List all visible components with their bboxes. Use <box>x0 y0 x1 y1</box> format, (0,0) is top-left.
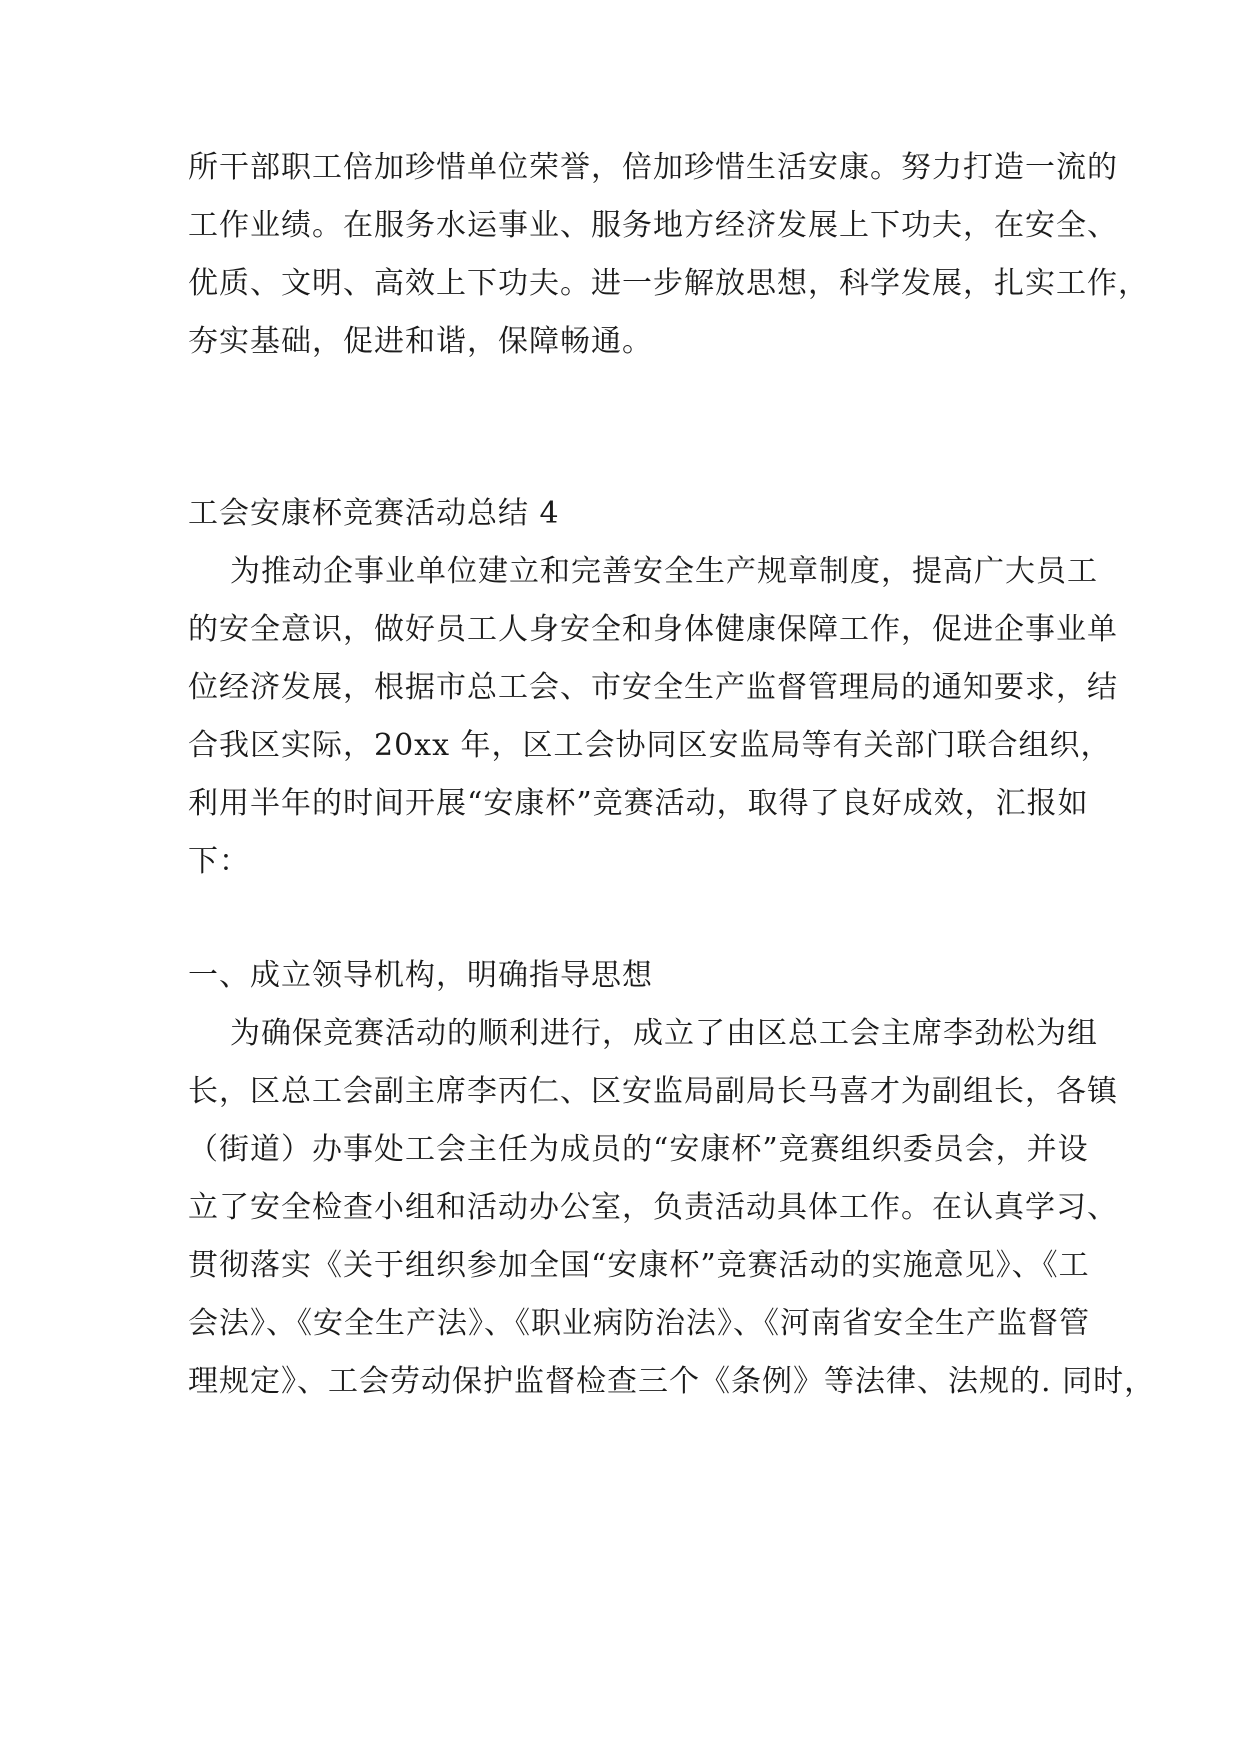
section-heading: 一、成立领导机构，明确指导思想 <box>188 958 653 993</box>
paragraph-line: 合我区实际，20xx 年，区工会协同区安监局等有关部门联合组织， <box>188 728 1112 763</box>
paragraph-line: （街道）办事处工会主任为成员的“安康杯”竞赛组织委员会，并设 <box>188 1132 1089 1167</box>
paragraph-line: 理规定》、工会劳动保护监督检查三个《条例》等法律、法规的. 同时， <box>188 1364 1156 1399</box>
paragraph-line: 贯彻落实《关于组织参加全国“安康杯”竞赛活动的实施意见》、《工 <box>188 1248 1090 1283</box>
paragraph-line: 位经济发展，根据市总工会、市安全生产监督管理局的通知要求，结 <box>188 670 1118 705</box>
section-title: 工会安康杯竞赛活动总结 4 <box>188 496 560 531</box>
paragraph-line: 长，区总工会副主席李丙仁、区安监局副局长马喜才为副组长，各镇 <box>188 1074 1118 1109</box>
paragraph-line: 会法》、《安全生产法》、《职业病防治法》、《河南省安全生产监督管 <box>188 1306 1090 1341</box>
paragraph-line: 为确保竞赛活动的顺利进行，成立了由区总工会主席李劲松为组 <box>230 1016 1098 1051</box>
paragraph-line: 立了安全检查小组和活动办公室，负责活动具体工作。在认真学习、 <box>188 1190 1118 1225</box>
paragraph-line: 下： <box>188 844 250 879</box>
paragraph-line: 的安全意识，做好员工人身安全和身体健康保障工作，促进企事业单 <box>188 612 1118 647</box>
paragraph-line: 优质、文明、高效上下功夫。进一步解放思想，科学发展，扎实工作， <box>188 266 1149 301</box>
paragraph-line: 为推动企事业单位建立和完善安全生产规章制度，提高广大员工 <box>230 554 1098 589</box>
paragraph-line: 利用半年的时间开展“安康杯”竞赛活动，取得了良好成效，汇报如 <box>188 786 1089 821</box>
paragraph-line: 工作业绩。在服务水运事业、服务地方经济发展上下功夫，在安全、 <box>188 208 1118 243</box>
paragraph-line: 所干部职工倍加珍惜单位荣誉，倍加珍惜生活安康。努力打造一流的 <box>188 150 1118 185</box>
paragraph-line: 夯实基础，促进和谐，保障畅通。 <box>188 324 653 359</box>
